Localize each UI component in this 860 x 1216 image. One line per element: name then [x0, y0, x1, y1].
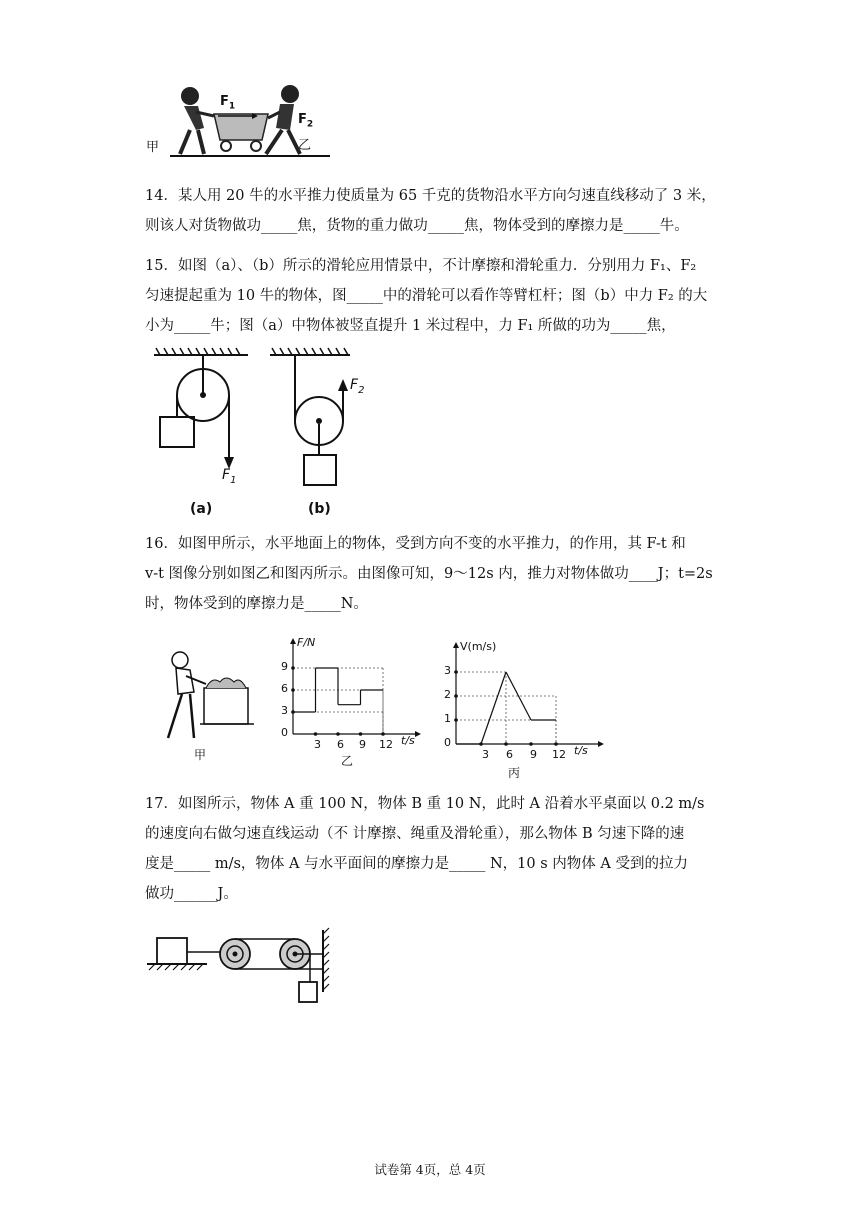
q14-line1: 14．某人用 20 牛的水平推力使质量为 65 千克的货物沿水平方向匀速直线移动了 3 米， — [145, 188, 716, 204]
q14-line2: 则该人对货物做功_____焦，货物的重力做功_____焦，物体受到的摩擦力是_____牛。 — [145, 218, 689, 234]
x-tick-dot — [504, 742, 508, 746]
ft-xlabel: t/s — [401, 734, 415, 747]
figure-pulleys — [150, 345, 370, 525]
figure-pulley-system — [145, 926, 365, 1008]
vt-xtick-12: 12 — [552, 748, 566, 761]
label-f2: $F_2$ — [298, 112, 314, 130]
q16-line1: 16．如图甲所示，水平地面上的物体，受到方向不变的水平推力，的作用，其 F-t 和 — [145, 536, 686, 552]
ft-ytick-3: 3 — [281, 704, 288, 717]
ft-xtick-12: 12 — [379, 738, 393, 751]
label-jia: 甲 — [146, 140, 160, 155]
ft-xtick-6: 6 — [337, 738, 344, 751]
q17-line3: 度是_____ m/s，物体 A 与水平面间的摩擦力是_____ N，10 s 内物体 A 受到的拉力 — [145, 856, 688, 872]
x-tick-dot — [336, 732, 340, 736]
vt-ytick-1: 1 — [444, 712, 451, 725]
label-yi: 乙 — [298, 138, 312, 153]
q16-line3: 时，物体受到的摩擦力是_____N。 — [145, 596, 368, 612]
q16-line2: v-t 图像分别如图乙和图丙所示。由图像可知，9～12s 内，推力对物体做功____J；t=2s — [145, 566, 713, 582]
q17-line1: 17．如图所示，物体 A 重 100 N，物体 B 重 10 N，此时 A 沿着水平桌面以 0.2 m/s — [145, 796, 705, 812]
axis-dot — [454, 694, 458, 698]
page-footer: 试卷第 4页，总 4页 — [374, 1162, 486, 1177]
x-tick-dot — [381, 732, 385, 736]
chart-v-t — [430, 640, 610, 780]
q17-line2: 的速度向右做匀速直线运动（不 计摩擦、绳重及滑轮重），那么物体 B 匀速下降的速 — [145, 826, 685, 842]
question-17 — [145, 794, 725, 904]
chart-f-t — [275, 636, 425, 768]
label-bing: 丙 — [508, 766, 521, 780]
ft-ytick-0: 0 — [281, 726, 288, 739]
question-14 — [145, 186, 725, 236]
vt-ylabel: V(m/s) — [460, 640, 497, 653]
ft-xtick-3: 3 — [314, 738, 321, 751]
axis-dot — [454, 670, 458, 674]
vt-xlabel: t/s — [574, 744, 588, 757]
vt-xtick-3: 3 — [482, 748, 489, 761]
label-jia: 甲 — [194, 748, 207, 762]
ft-ytick-6: 6 — [281, 682, 288, 695]
ft-xtick-9: 9 — [359, 738, 366, 751]
label-f2: $F_2$ — [350, 377, 365, 396]
series-segment — [481, 672, 506, 744]
q15-line3: 小为_____牛；图（a）中物体被竖直提升 1 米过程中，力 F₁ 所做的功为_____焦， — [145, 318, 676, 334]
ft-ylabel: F/N — [297, 636, 316, 649]
vt-ytick-2: 2 — [444, 688, 451, 701]
figure-push — [150, 648, 260, 766]
ft-ytick-9: 9 — [281, 660, 288, 673]
label-f1: $F_1$ — [220, 94, 236, 112]
label-a: (a) — [190, 501, 213, 517]
axis-dot — [454, 718, 458, 722]
axis-dot — [291, 688, 295, 692]
q15-line2: 匀速提起重为 10 牛的物体，图_____中的滑轮可以看作等臂杠杆；图（b）中力 F₂ 的大 — [145, 288, 708, 304]
label-b: (b) — [308, 501, 331, 517]
q15-line1: 15．如图（a）、（b）所示的滑轮应用情景中，不计摩擦和滑轮重力．分别用力 F₁、F₂ — [145, 258, 697, 274]
q17-line4: 做功______J。 — [145, 886, 238, 902]
label-f1: $F_1$ — [222, 467, 237, 486]
x-tick-dot — [554, 742, 558, 746]
question-16 — [145, 534, 725, 614]
axis-dot — [291, 666, 295, 670]
label-yi: 乙 — [341, 754, 354, 768]
x-tick-dot — [314, 732, 318, 736]
vt-ytick-0: 0 — [444, 736, 451, 749]
vt-xtick-6: 6 — [506, 748, 513, 761]
x-tick-dot — [359, 732, 363, 736]
vt-ytick-3: 3 — [444, 664, 451, 677]
x-tick-dot — [529, 742, 533, 746]
vt-xtick-9: 9 — [530, 748, 537, 761]
figure-cart — [140, 78, 360, 158]
question-15 — [145, 256, 725, 336]
